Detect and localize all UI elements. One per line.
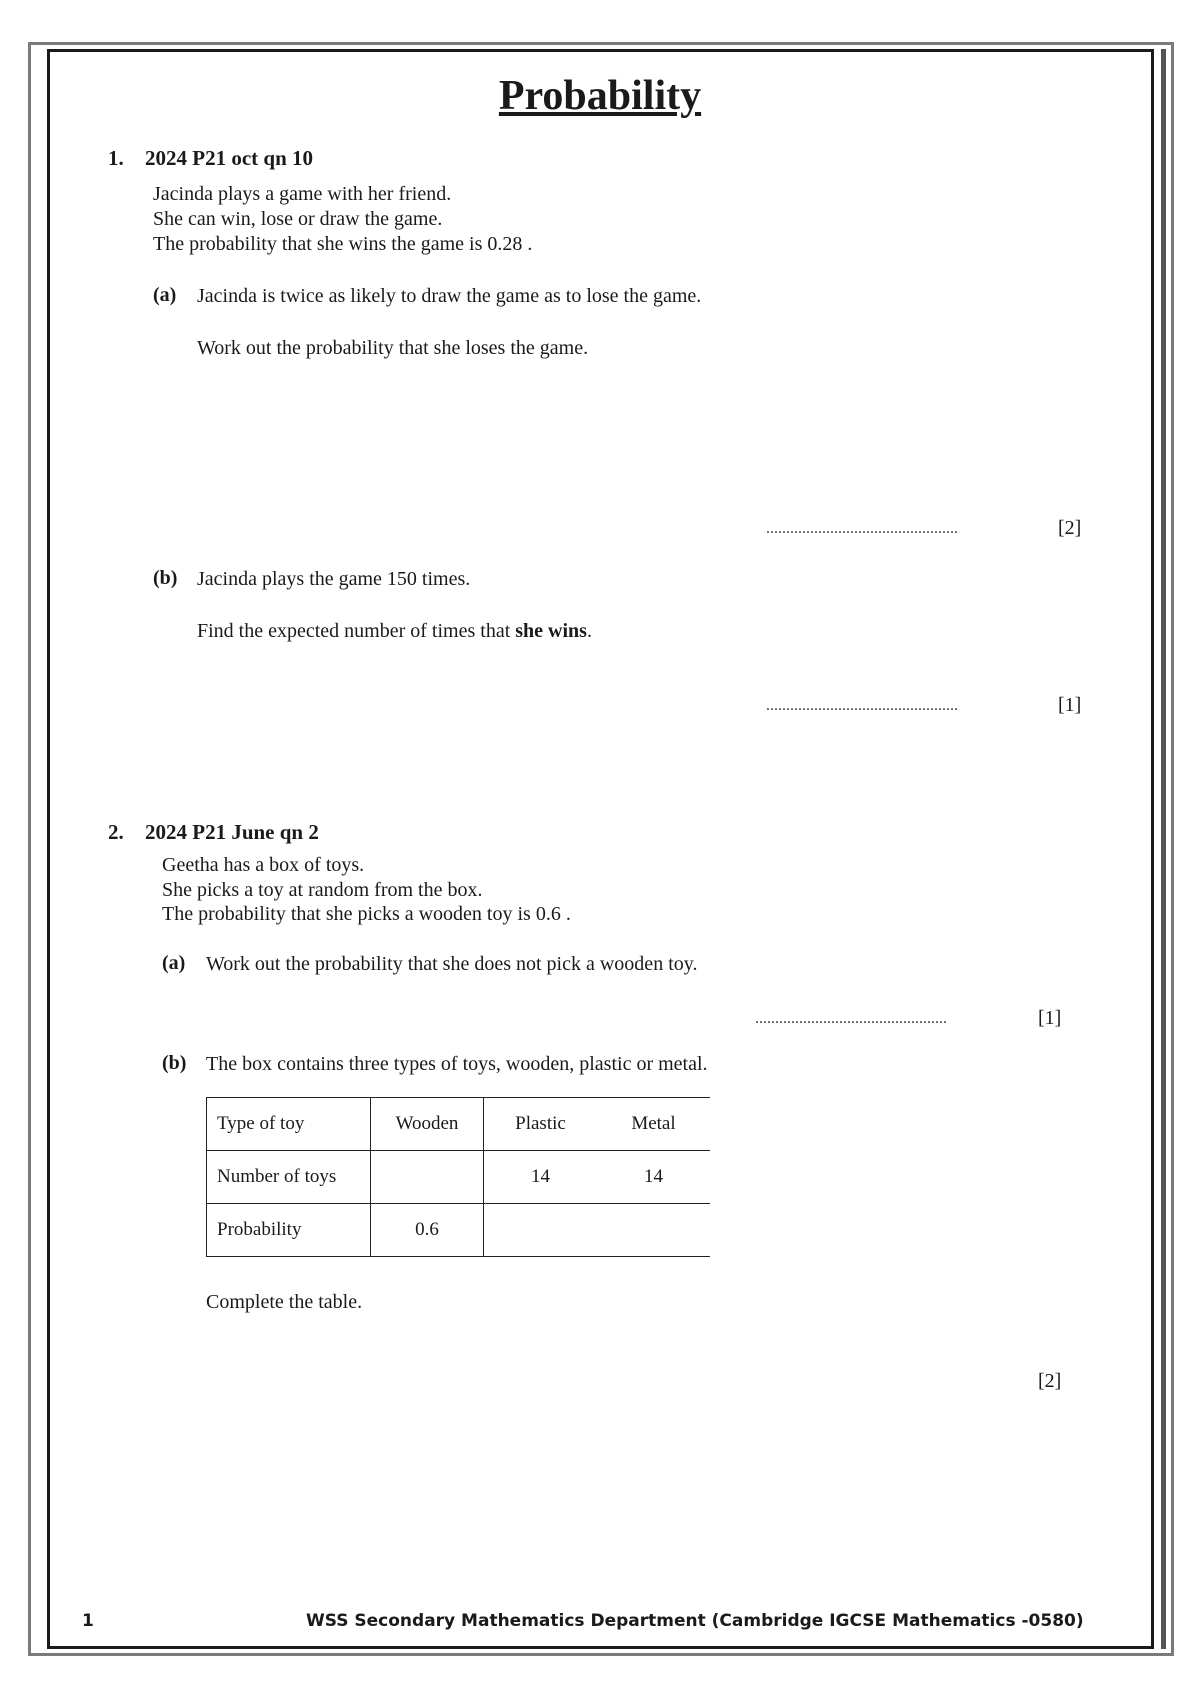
- q1a-label: (a): [153, 284, 177, 306]
- q1b-text: Jacinda plays the game 150 times.: [197, 568, 471, 590]
- q1b-instruction-pre: Find the expected number of times that: [197, 620, 516, 642]
- table-row-probability: [207, 1204, 711, 1257]
- page-title: Probability: [498, 73, 702, 119]
- q1b-instruction-post: .: [586, 620, 592, 642]
- q1b-marks: [1]: [1058, 694, 1082, 716]
- table-cell-metal-header: Metal: [597, 1098, 710, 1151]
- q1-number: 1.: [108, 146, 124, 170]
- q2-intro-1: Geetha has a box of toys.: [162, 854, 365, 876]
- toys-table: [206, 1097, 710, 1257]
- footer-department: WSS Secondary Mathematics Department (Cambridge IGCSE Mathematics -0580): [306, 1611, 1084, 1631]
- table-header-row: [207, 1098, 711, 1151]
- q1-intro-2: She can win, lose or draw the game.: [153, 208, 443, 230]
- q1b-answer-line[interactable]: ................................................: [766, 697, 958, 714]
- table-cell-probability-metal[interactable]: [597, 1204, 710, 1257]
- q2a-answer-line[interactable]: ................................................: [755, 1010, 947, 1027]
- page-border-shadow: [1161, 49, 1166, 1649]
- q1b-instruction: [197, 619, 592, 644]
- q1a-text: Jacinda is twice as likely to draw the game as to lose the game.: [197, 285, 702, 307]
- q2b-text: The box contains three types of toys, wooden, plastic or metal.: [206, 1053, 708, 1075]
- q2-number: 2.: [108, 820, 124, 844]
- q1a-marks: [2]: [1058, 517, 1082, 539]
- q2a-text: Work out the probability that she does not pick a wooden toy.: [206, 953, 698, 975]
- q2a-label: (a): [162, 952, 186, 974]
- q1a-instruction: Work out the probability that she loses the game.: [197, 337, 589, 359]
- q1b-label: (b): [153, 567, 178, 589]
- table-cell-number-plastic: 14: [484, 1151, 598, 1204]
- table-cell-wooden-header: Wooden: [371, 1098, 484, 1151]
- table-cell-probability-label: Probability: [207, 1204, 371, 1257]
- q2b-label: (b): [162, 1052, 187, 1074]
- table-cell-probability-wooden: 0.6: [371, 1204, 484, 1257]
- q1a-answer-line[interactable]: ................................................: [766, 520, 958, 537]
- table-cell-type-label: Type of toy: [207, 1098, 371, 1151]
- table-cell-probability-plastic[interactable]: [484, 1204, 598, 1257]
- q1-intro-1: Jacinda plays a game with her friend.: [153, 183, 452, 205]
- table-cell-plastic-header: Plastic: [484, 1098, 598, 1151]
- table-row-number: [207, 1151, 711, 1204]
- q2-intro-2: She picks a toy at random from the box.: [162, 879, 483, 901]
- q2a-marks: [1]: [1038, 1007, 1062, 1029]
- q2-heading: 2024 P21 June qn 2: [145, 820, 319, 844]
- q1-heading: 2024 P21 oct qn 10: [145, 146, 313, 170]
- table-cell-number-metal: 14: [597, 1151, 710, 1204]
- q1b-instruction-bold: she wins: [515, 620, 587, 642]
- q1-intro-3: The probability that she wins the game is 0.28 .: [153, 233, 533, 255]
- table-cell-number-label: Number of toys: [207, 1151, 371, 1204]
- q2b-instruction: Complete the table.: [206, 1291, 363, 1313]
- q2b-marks: [2]: [1038, 1370, 1062, 1392]
- table-cell-number-wooden[interactable]: [371, 1151, 484, 1204]
- page-number: 1: [82, 1611, 94, 1631]
- q2-intro-3: The probability that she picks a wooden toy is 0.6 .: [162, 903, 571, 925]
